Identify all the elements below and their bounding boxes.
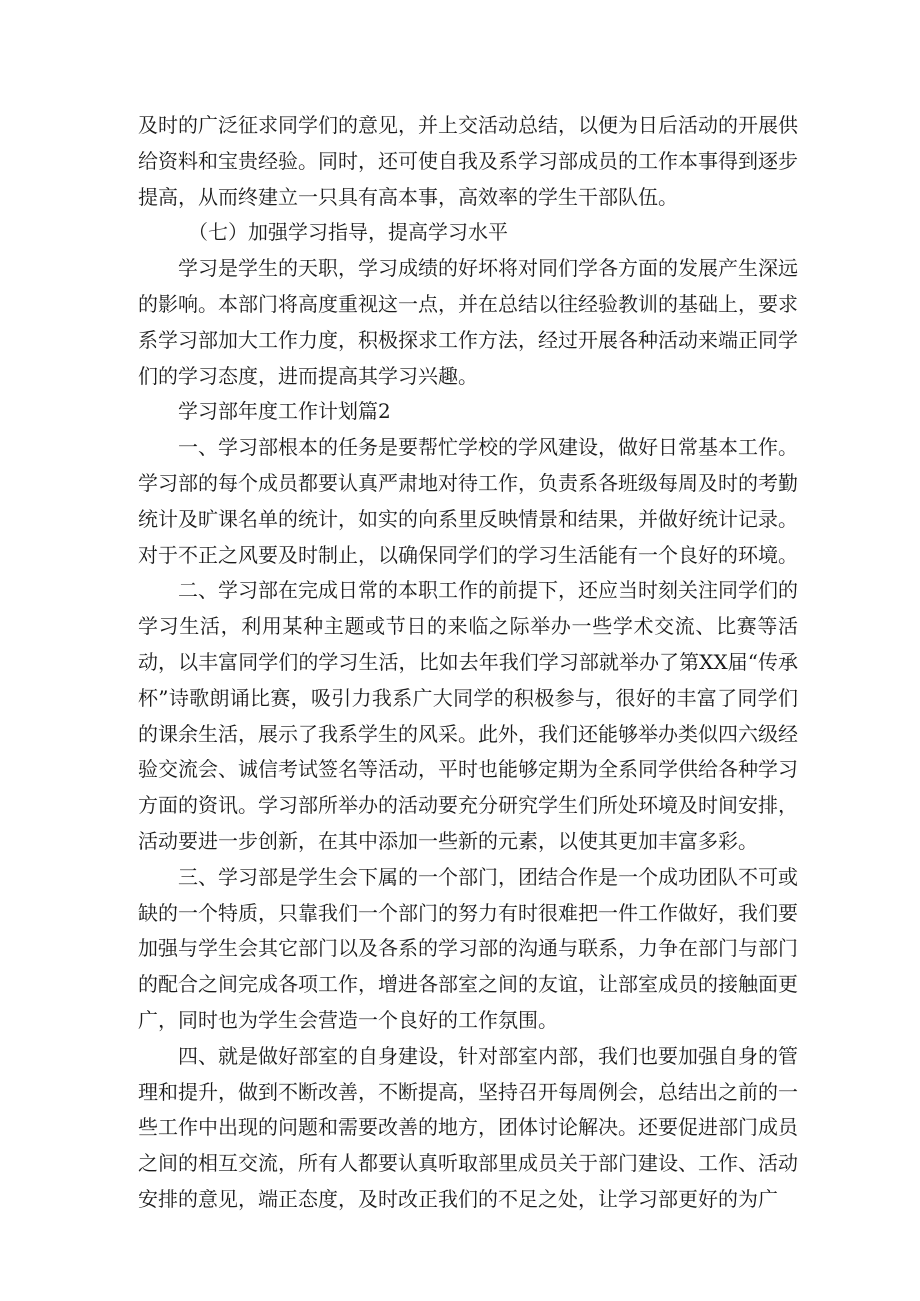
- paragraph-study-guidance: 学习是学生的天职，学习成绩的好坏将对同们学各方面的发展产生深远的影响。本部门将高度重视这一点，并在总结以往经验教训的基础上，要求系学习部加大工作力度，积极探求工作方法，经过开展各种活动来端正同学们的学习态度，进而提高其学习兴趣。: [138, 256, 798, 388]
- paragraph-summary-continuation: 及时的广泛征求同学们的意见，并上交活动总结，以便为日后活动的开展供给资料和宝贵经验。同时，还可使自我及系学习部成员的工作本事得到逐步提高，从而终建立一只具有高本事，高效率的学生干部队伍。: [138, 113, 798, 209]
- paragraph-point-two: 二、学习部在完成日常的本职工作的前提下，还应当时刻关注同学们的学习生活，利用某种主题或节日的来临之际举办一些学术交流、比赛等活动，以丰富同学们的学习生活，比如去年我们学习部就举办了第XX届“传承杯”诗歌朗诵比赛，吸引力我系广大同学的积极参与，很好的丰富了同学们的课余生活，展示了我系学生的风采。此外，我们还能够举办类似四六级经验交流会、诚信考试签名等活动，平时也能够定期为全系同学供给各种学习方面的资讯。学习部所举办的活动要充分研究学生们所处环境及时间安排，活动要进一步创新，在其中添加一些新的元素，以使其更加丰富多彩。: [138, 578, 798, 853]
- paragraph-point-four: 四、就是做好部室的自身建设，针对部室内部，我们也要加强自身的管理和提升，做到不断改善，不断提高，坚持召开每周例会，总结出之前的一些工作中出现的问题和需要改善的地方，团体讨论解决。还要促进部门成员之间的相互交流，所有人都要认真听取部里成员关于部门建设、工作、活动安排的意见，端正态度，及时改正我们的不足之处，让学习部更好的为广: [138, 1043, 798, 1211]
- section-heading-seven: （七）加强学习指导，提高学习水平: [188, 220, 508, 245]
- plan-title-part-2: 学习部年度工作计划篇2: [178, 399, 391, 424]
- paragraph-point-one: 一、学习部根本的任务是要帮忙学校的学风建设，做好日常基本工作。学习部的每个成员都要认真严肃地对待工作，负责系各班级每周及时的考勤统计及旷课名单的统计，如实的向系里反映情景和结果，并做好统计记录。对于不正之风要及时制止，以确保同学们的学习生活能有一个良好的环境。: [138, 435, 798, 567]
- paragraph-point-three: 三、学习部是学生会下属的一个部门，团结合作是一个成功团队不可或缺的一个特质，只靠我们一个部门的努力有时很难把一件工作做好，我们要加强与学生会其它部门以及各系的学习部的沟通与联系，力争在部门与部门的配合之间完成各项工作，增进各部室之间的友谊，让部室成员的接触面更广，同时也为学生会营造一个良好的工作氛围。: [138, 864, 798, 1032]
- document-body: [138, 108, 798, 1218]
